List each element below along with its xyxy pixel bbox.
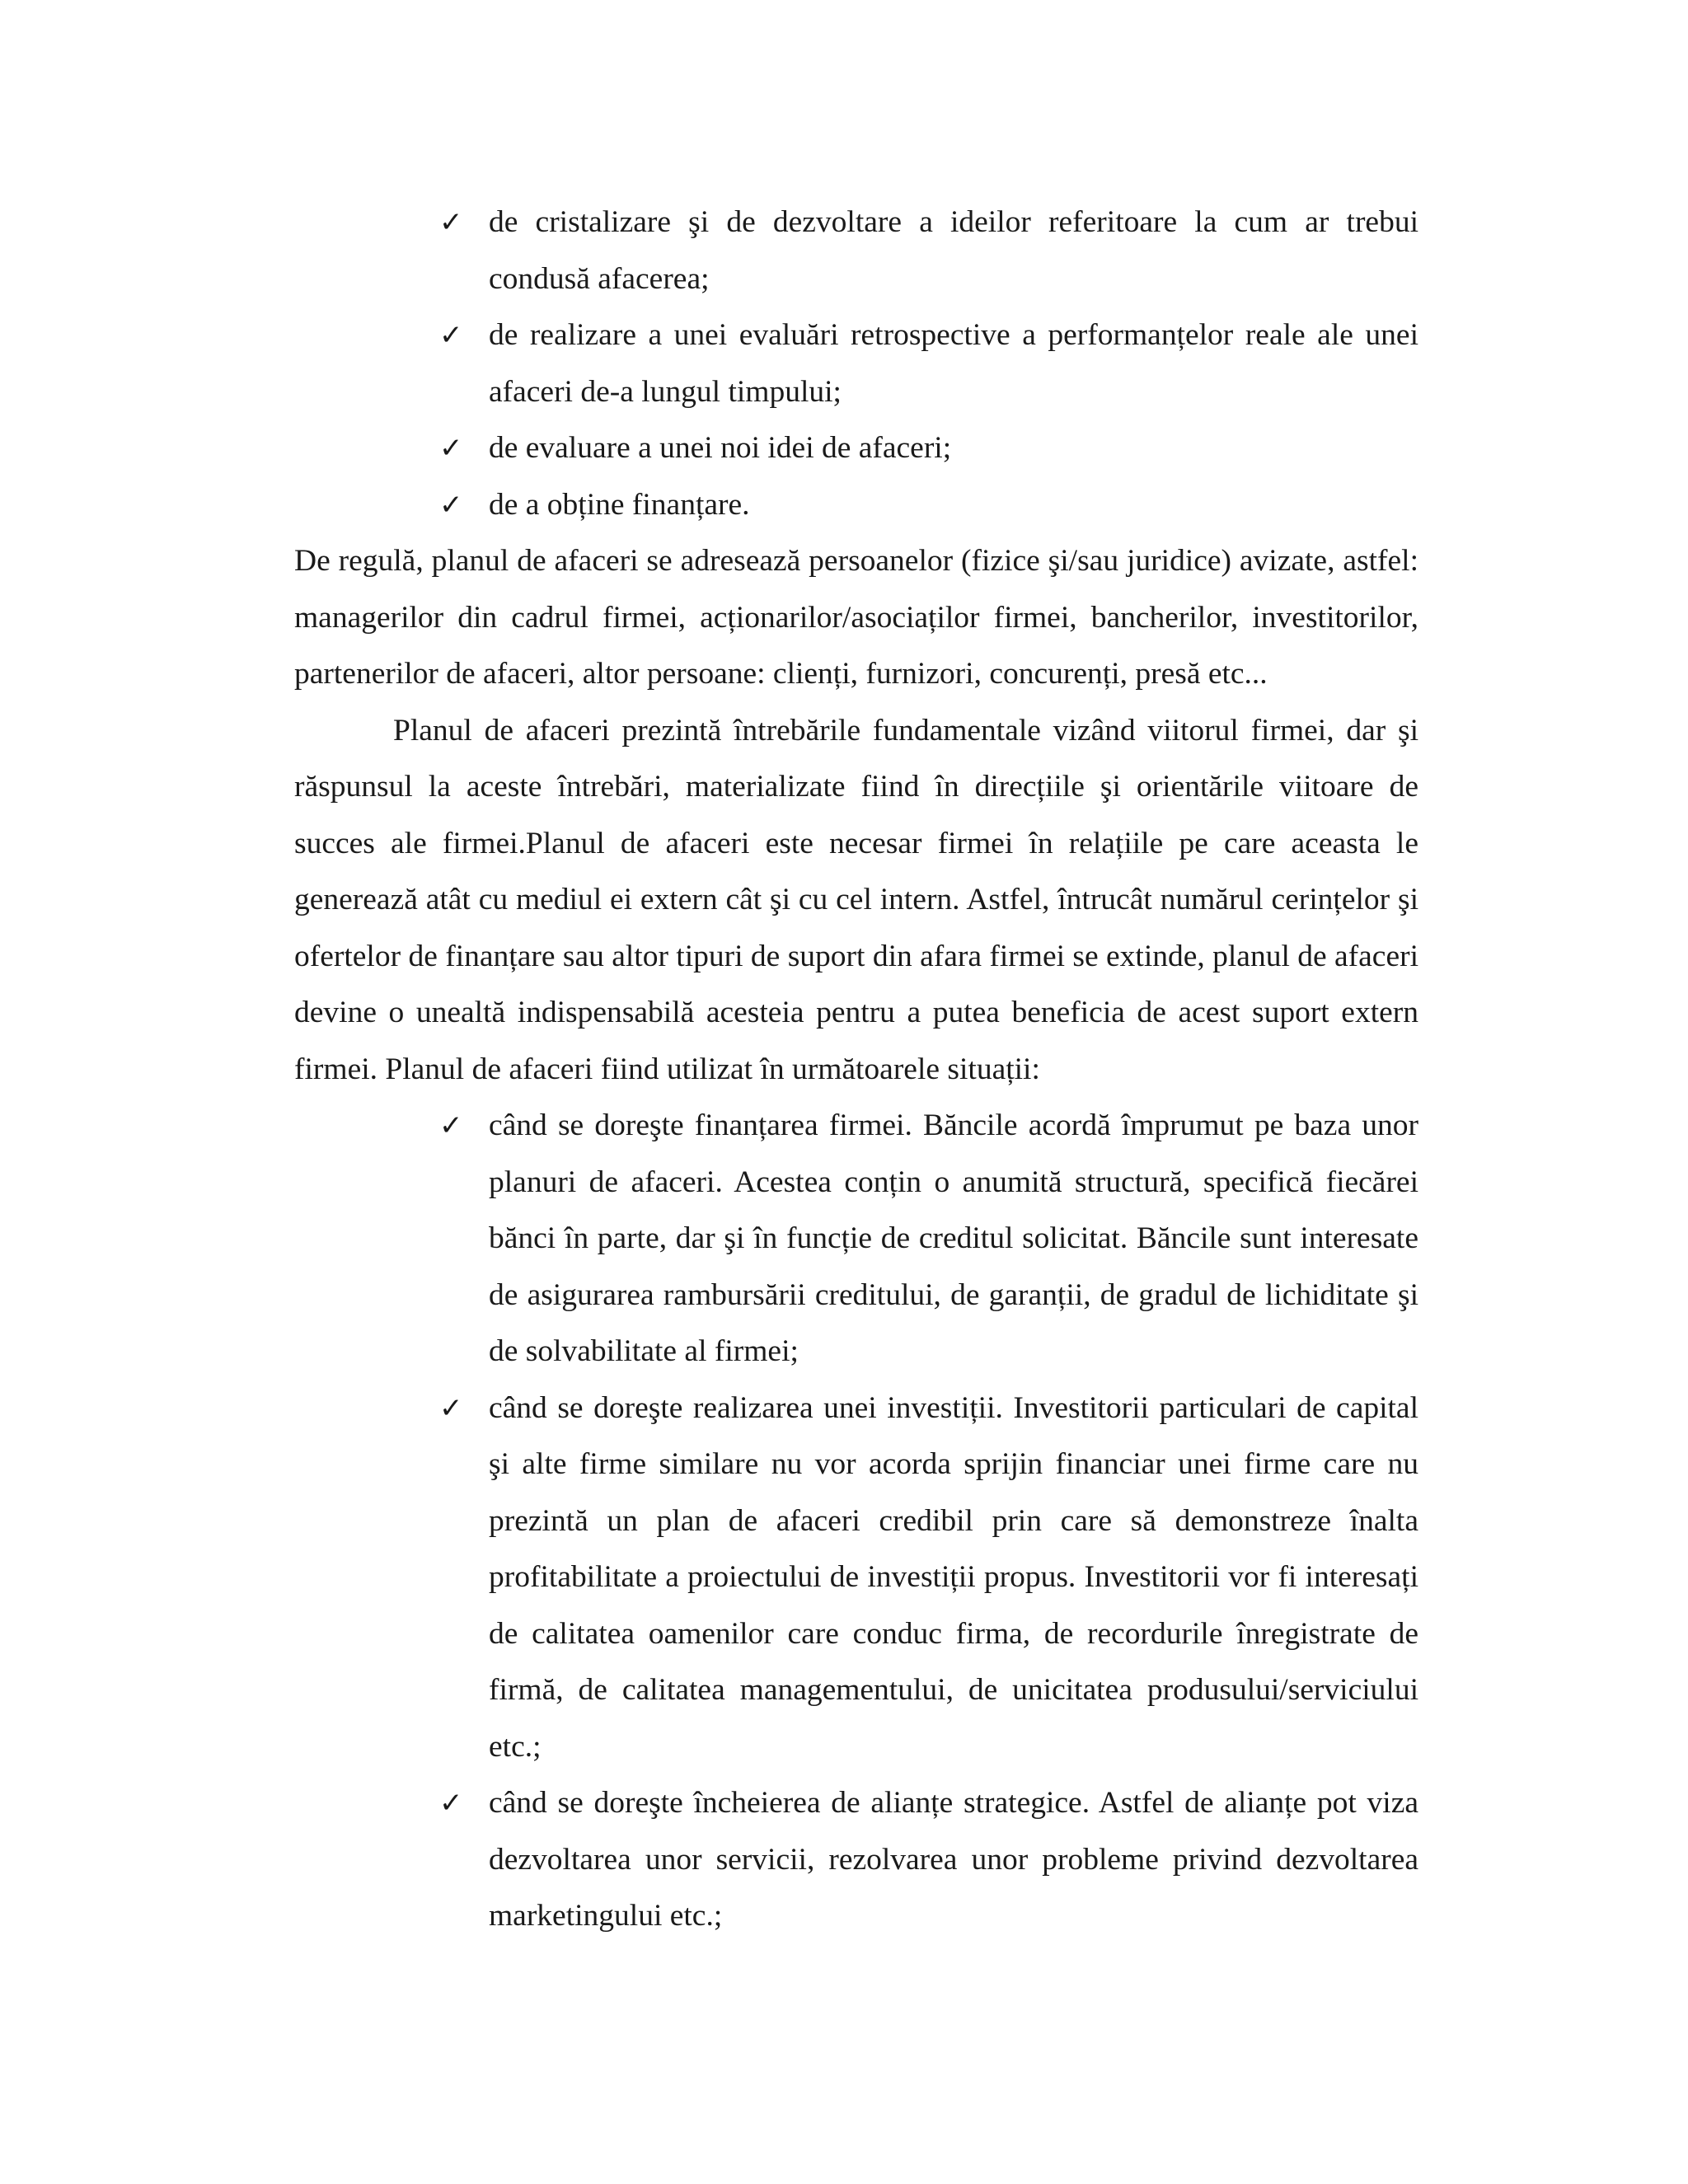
checkmark-icon: ✓ (439, 1109, 463, 1142)
intro-checklist (294, 194, 1418, 533)
checkmark-icon: ✓ (439, 1787, 463, 1820)
checkmark-icon: ✓ (439, 319, 463, 352)
list-item-text: când se doreşte încheierea de alianțe strategice. Astfel de alianțe pot viza dezvoltarea unor servicii, rezolvarea unor probleme privind dezvoltarea marketingului etc.; (489, 1786, 1418, 1933)
list-item (439, 477, 1418, 534)
situations-checklist (294, 1098, 1418, 1945)
list-item (439, 420, 1418, 477)
list-item-text: când se doreşte finanțarea firmei. Băncile acordă împrumut pe baza unor planuri de afaceri. Acestea conțin o anumită structură, specifică fiecărei bănci în parte, dar şi în funcție de creditul solicitat. Băncile sunt interesate de asigurarea rambursării creditului, de garanții, de gradul de lichiditate şi de solvabilitate al firmei; (489, 1108, 1418, 1368)
list-item (439, 1098, 1418, 1380)
list-item (439, 1775, 1418, 1945)
page-content (294, 194, 1418, 1945)
checkmark-icon: ✓ (439, 488, 463, 522)
checkmark-icon: ✓ (439, 1391, 463, 1425)
list-item-text: de a obține finanțare. (489, 487, 750, 522)
checkmark-icon: ✓ (439, 206, 463, 239)
list-item-text: când se doreşte realizarea unei investiții. Investitorii particulari de capital şi alte firme similare nu vor acorda sprijin financiar unei firme care nu prezintă un plan de afaceri credibil prin care să demonstreze înalta profitabilitate a proiectului de investiții propus. Investitorii vor fi interesați de calitatea oamenilor care conduc firma, de recordurile înregistrate de firmă, de calitatea managementului, de unicitatea produsului/serviciului etc.; (489, 1390, 1418, 1764)
list-item (439, 1380, 1418, 1776)
list-item-text: de realizare a unei evaluări retrospective a performanțelor reale ale unei afaceri de-a lungul timpului; (489, 318, 1418, 409)
list-item (439, 307, 1418, 420)
list-item (439, 194, 1418, 307)
list-item-text: de cristalizare şi de dezvoltare a ideilor referitoare la cum ar trebui condusă afacerea; (489, 205, 1418, 296)
checkmark-icon: ✓ (439, 432, 463, 465)
paragraph-audience: De regulă, planul de afaceri se adresează persoanelor (fizice şi/sau juridice) avizate, astfel: managerilor din cadrul firmei, acționarilor/asociaților firmei, bancherilor, investitorilor, partenerilor de afaceri, altor persoane: clienți, furnizori, concurenți, presă etc... (294, 544, 1418, 691)
list-item-text: de evaluare a unei noi idei de afaceri; (489, 431, 952, 465)
paragraph-purpose: Planul de afaceri prezintă întrebările fundamentale vizând viitorul firmei, dar şi răspunsul la aceste întrebări, materializate fiind în direcțiile şi orientările viitoare de succes ale firmei.Planul de afaceri este necesar firmei în relațiile pe care aceasta le generează atât cu mediul ei extern cât şi cu cel intern. Astfel, întrucât numărul cerințelor şi ofertelor de finanțare sau altor tipuri de suport din afara firmei se extinde, planul de afaceri devine o unealtă indispensabilă acesteia pentru a putea beneficia de acest suport extern firmei. Planul de afaceri fiind utilizat în următoarele situații: (294, 713, 1418, 1086)
